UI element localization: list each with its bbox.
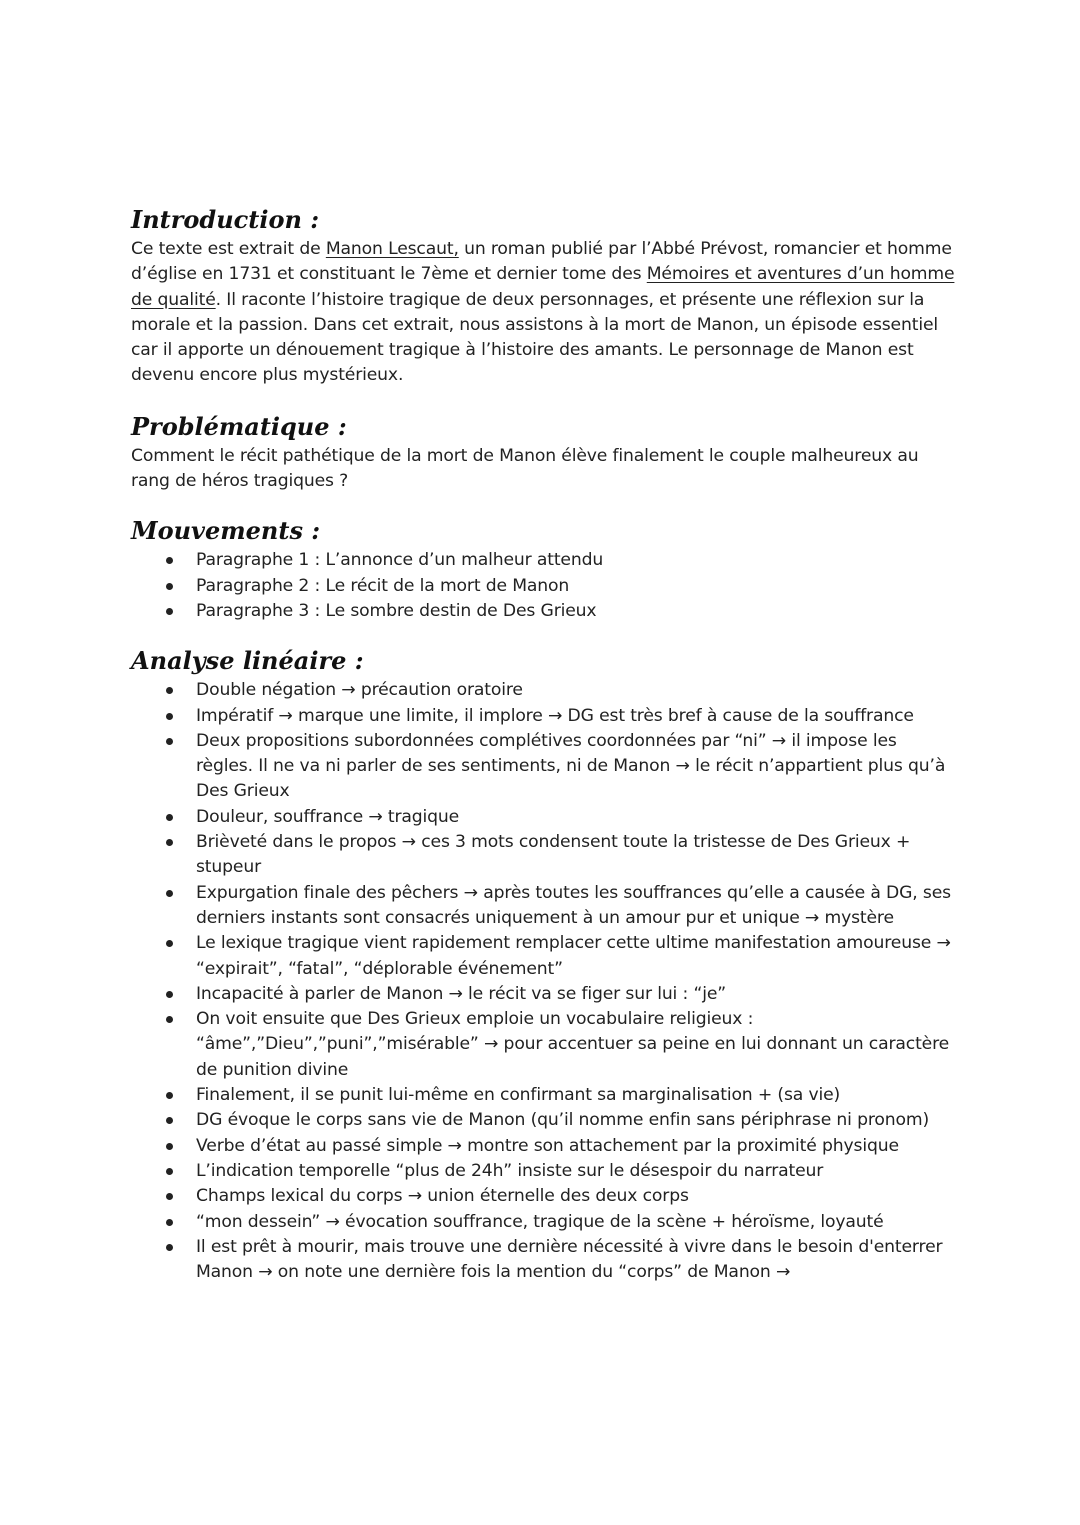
list-item: Douleur, souffrance → tragique <box>196 805 956 830</box>
list-item: Deux propositions subordonnées complétives coordonnées par “ni” → il impose les règles. Il ne va ni parler de ses sentiments, ni de Manon → le récit n’appartient plus qu’à Des Grieux <box>196 729 956 805</box>
work-title-memoires: Mémoires et aventures d’un homme de qualité <box>131 264 955 310</box>
mouvements-list <box>131 548 956 624</box>
introduction-text-part: Ce texte est extrait de <box>131 239 326 259</box>
list-item: Double négation → précaution oratoire <box>196 678 956 703</box>
list-item: Paragraphe 3 : Le sombre destin de Des Grieux <box>196 599 956 624</box>
list-item: Paragraphe 1 : L’annonce d’un malheur attendu <box>196 548 956 573</box>
introduction-section <box>131 203 956 389</box>
introduction-text <box>131 237 956 389</box>
list-item: DG évoque le corps sans vie de Manon (qu’il nomme enfin sans périphrase ni pronom) <box>196 1108 956 1133</box>
problematique-text: Comment le récit pathétique de la mort de Manon élève finalement le couple malheureux au rang de héros tragiques ? <box>131 445 919 492</box>
list-item: Brièveté dans le propos → ces 3 mots condensent toute la tristesse de Des Grieux + stupeur <box>196 830 956 881</box>
problematique-section <box>131 410 956 495</box>
mouvements-heading: Mouvements : <box>131 516 321 546</box>
analyse-section <box>131 644 956 1285</box>
list-item: On voit ensuite que Des Grieux emploie un vocabulaire religieux : “âme”,”Dieu”,”puni”,”misérable” → pour accentuer sa peine en lui donnant un caractère de punition divine <box>196 1007 956 1083</box>
problematique-heading: Problématique : <box>131 411 347 441</box>
list-item: Finalement, il se punit lui-même en confirmant sa marginalisation + (sa vie) <box>196 1083 956 1108</box>
list-item: L’indication temporelle “plus de 24h” insiste sur le désespoir du narrateur <box>196 1159 956 1184</box>
introduction-text-part: . Il raconte l’histoire tragique de deux personnages, et présente une réflexion sur la morale et la passion. Dans cet extrait, nous assistons à la mort de Manon, un épisode essentiel car il apporte un dénouement tragique à l’histoire des amants. Le personnage de Manon est devenu encore plus mystérieux. <box>131 289 938 386</box>
list-item: Verbe d’état au passé simple → montre son attachement par la proximité physique <box>196 1134 956 1159</box>
list-item: Il est prêt à mourir, mais trouve une dernière nécessité à vivre dans le besoin d'enterrer Manon → on note une dernière fois la mention du “corps” de Manon → <box>196 1235 956 1286</box>
list-item: Le lexique tragique vient rapidement remplacer cette ultime manifestation amoureuse → “expirait”, “fatal”, “déplorable événement” <box>196 931 956 982</box>
document-page <box>131 203 956 1305</box>
list-item: Champs lexical du corps → union éternelle des deux corps <box>196 1184 956 1209</box>
list-item: “mon dessein” → évocation souffrance, tragique de la scène + héroïsme, loyauté <box>196 1210 956 1235</box>
introduction-heading: Introduction : <box>131 205 320 234</box>
analyse-list <box>131 678 956 1285</box>
mouvements-section <box>131 514 956 624</box>
list-item: Impératif → marque une limite, il implore → DG est très bref à cause de la souffrance <box>196 704 956 729</box>
list-item: Paragraphe 2 : Le récit de la mort de Manon <box>196 574 956 599</box>
list-item: Incapacité à parler de Manon → le récit va se figer sur lui : “je” <box>196 982 956 1007</box>
analyse-heading: Analyse linéaire : <box>131 646 364 676</box>
introduction-text-part: un roman publié par l’Abbé Prévost, romancier et homme d’église en 1731 et constituant le 7ème et dernier tome des <box>131 239 952 285</box>
work-title-manon-lescaut: Manon Lescaut, <box>325 239 459 259</box>
list-item: Expurgation finale des pêchers → après toutes les souffrances qu’elle a causée à DG, ses derniers instants sont consacrés uniquement à un amour pur et unique → mystère <box>196 881 956 932</box>
